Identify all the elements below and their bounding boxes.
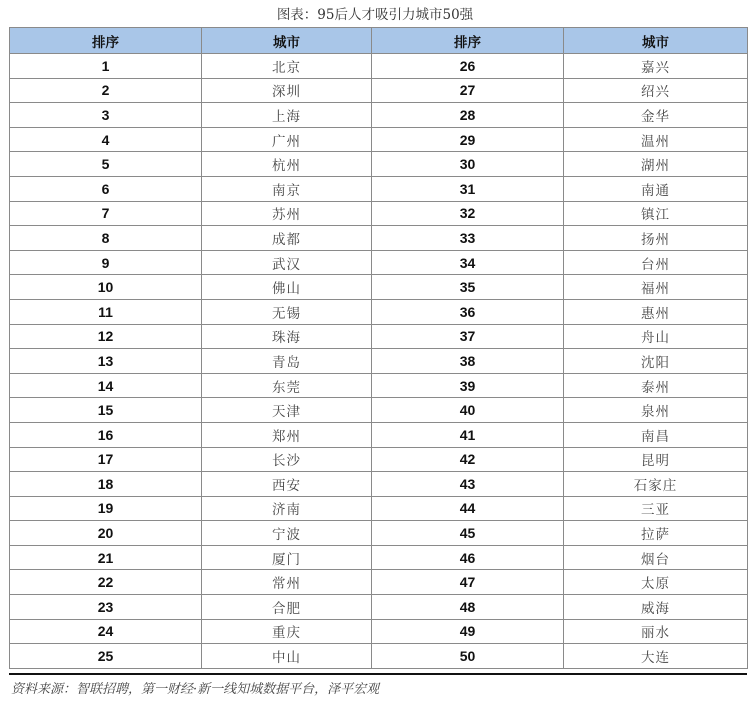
table-row: [10, 226, 748, 251]
table-row: [10, 447, 748, 472]
city-cell: 镇江: [564, 201, 748, 226]
table-row: [10, 127, 748, 152]
table-row: [10, 201, 748, 226]
header-rank-left: 排序: [10, 28, 202, 54]
city-cell: 惠州: [564, 299, 748, 324]
city-cell: 拉萨: [564, 521, 748, 546]
rank-cell: 50: [372, 644, 564, 669]
rank-cell: 20: [10, 521, 202, 546]
city-cell: 北京: [202, 54, 372, 79]
city-cell: 昆明: [564, 447, 748, 472]
table-row: [10, 78, 748, 103]
city-cell: 东莞: [202, 373, 372, 398]
table-row: [10, 570, 748, 595]
city-cell: 杭州: [202, 152, 372, 177]
rank-cell: 30: [372, 152, 564, 177]
city-cell: 福州: [564, 275, 748, 300]
city-cell: 西安: [202, 472, 372, 497]
rank-cell: 35: [372, 275, 564, 300]
city-cell: 佛山: [202, 275, 372, 300]
rank-cell: 45: [372, 521, 564, 546]
rank-cell: 14: [10, 373, 202, 398]
city-cell: 天津: [202, 398, 372, 423]
city-cell: 深圳: [202, 78, 372, 103]
city-cell: 嘉兴: [564, 54, 748, 79]
rank-cell: 15: [10, 398, 202, 423]
city-cell: 厦门: [202, 545, 372, 570]
source-note: 资料来源：智联招聘，第一财经·新一线知城数据平台，泽平宏观: [11, 682, 380, 697]
rank-cell: 40: [372, 398, 564, 423]
rank-cell: 19: [10, 496, 202, 521]
table-row: [10, 398, 748, 423]
rank-cell: 3: [10, 103, 202, 128]
bottom-rule: [9, 673, 747, 675]
table-row: [10, 299, 748, 324]
city-cell: 中山: [202, 644, 372, 669]
city-cell: 太原: [564, 570, 748, 595]
rank-cell: 4: [10, 127, 202, 152]
rank-cell: 49: [372, 619, 564, 644]
rank-cell: 17: [10, 447, 202, 472]
table-row: [10, 496, 748, 521]
header-rank-right: 排序: [372, 28, 564, 54]
header-city-right: 城市: [564, 28, 748, 54]
city-cell: 珠海: [202, 324, 372, 349]
city-cell: 威海: [564, 595, 748, 620]
city-cell: 宁波: [202, 521, 372, 546]
city-cell: 南通: [564, 176, 748, 201]
rank-cell: 8: [10, 226, 202, 251]
rank-cell: 33: [372, 226, 564, 251]
rank-cell: 18: [10, 472, 202, 497]
rank-cell: 24: [10, 619, 202, 644]
city-cell: 常州: [202, 570, 372, 595]
table-row: [10, 275, 748, 300]
city-cell: 青岛: [202, 349, 372, 374]
rank-cell: 23: [10, 595, 202, 620]
rank-cell: 36: [372, 299, 564, 324]
rank-cell: 42: [372, 447, 564, 472]
rank-cell: 47: [372, 570, 564, 595]
rank-cell: 25: [10, 644, 202, 669]
city-cell: 丽水: [564, 619, 748, 644]
city-cell: 泰州: [564, 373, 748, 398]
rank-cell: 44: [372, 496, 564, 521]
table-row: [10, 103, 748, 128]
rank-cell: 16: [10, 422, 202, 447]
city-cell: 苏州: [202, 201, 372, 226]
city-cell: 长沙: [202, 447, 372, 472]
table-row: [10, 619, 748, 644]
table-header-row: [10, 28, 748, 54]
table-body: [10, 54, 748, 669]
rank-cell: 29: [372, 127, 564, 152]
city-cell: 石家庄: [564, 472, 748, 497]
rank-cell: 28: [372, 103, 564, 128]
rank-cell: 1: [10, 54, 202, 79]
city-cell: 烟台: [564, 545, 748, 570]
table-row: [10, 595, 748, 620]
rank-cell: 26: [372, 54, 564, 79]
city-cell: 绍兴: [564, 78, 748, 103]
city-cell: 合肥: [202, 595, 372, 620]
rank-cell: 31: [372, 176, 564, 201]
rank-cell: 11: [10, 299, 202, 324]
table-row: [10, 349, 748, 374]
city-cell: 湖州: [564, 152, 748, 177]
city-cell: 金华: [564, 103, 748, 128]
city-ranking-table: [9, 27, 748, 669]
header-city-left: 城市: [202, 28, 372, 54]
rank-cell: 21: [10, 545, 202, 570]
city-cell: 泉州: [564, 398, 748, 423]
city-cell: 沈阳: [564, 349, 748, 374]
city-cell: 成都: [202, 226, 372, 251]
rank-cell: 41: [372, 422, 564, 447]
city-cell: 三亚: [564, 496, 748, 521]
rank-cell: 27: [372, 78, 564, 103]
city-cell: 温州: [564, 127, 748, 152]
city-cell: 重庆: [202, 619, 372, 644]
rank-cell: 10: [10, 275, 202, 300]
table-row: [10, 176, 748, 201]
city-cell: 南京: [202, 176, 372, 201]
city-cell: 济南: [202, 496, 372, 521]
table-row: [10, 324, 748, 349]
city-cell: 广州: [202, 127, 372, 152]
table-row: [10, 54, 748, 79]
rank-cell: 5: [10, 152, 202, 177]
rank-cell: 37: [372, 324, 564, 349]
table-row: [10, 152, 748, 177]
rank-cell: 22: [10, 570, 202, 595]
table-row: [10, 644, 748, 669]
rank-cell: 7: [10, 201, 202, 226]
city-cell: 大连: [564, 644, 748, 669]
rank-cell: 6: [10, 176, 202, 201]
city-cell: 扬州: [564, 226, 748, 251]
rank-cell: 46: [372, 545, 564, 570]
table-caption: 图表：95后人才吸引力城市50强: [276, 7, 474, 23]
rank-cell: 2: [10, 78, 202, 103]
rank-cell: 12: [10, 324, 202, 349]
table-row: [10, 250, 748, 275]
rank-cell: 48: [372, 595, 564, 620]
city-cell: 舟山: [564, 324, 748, 349]
rank-cell: 43: [372, 472, 564, 497]
rank-cell: 38: [372, 349, 564, 374]
city-cell: 武汉: [202, 250, 372, 275]
city-cell: 南昌: [564, 422, 748, 447]
rank-cell: 13: [10, 349, 202, 374]
rank-cell: 34: [372, 250, 564, 275]
table-row: [10, 545, 748, 570]
table-row: [10, 422, 748, 447]
rank-cell: 32: [372, 201, 564, 226]
city-cell: 台州: [564, 250, 748, 275]
rank-cell: 9: [10, 250, 202, 275]
table-row: [10, 521, 748, 546]
table-row: [10, 373, 748, 398]
rank-cell: 39: [372, 373, 564, 398]
table-row: [10, 472, 748, 497]
city-cell: 无锡: [202, 299, 372, 324]
city-cell: 上海: [202, 103, 372, 128]
city-cell: 郑州: [202, 422, 372, 447]
